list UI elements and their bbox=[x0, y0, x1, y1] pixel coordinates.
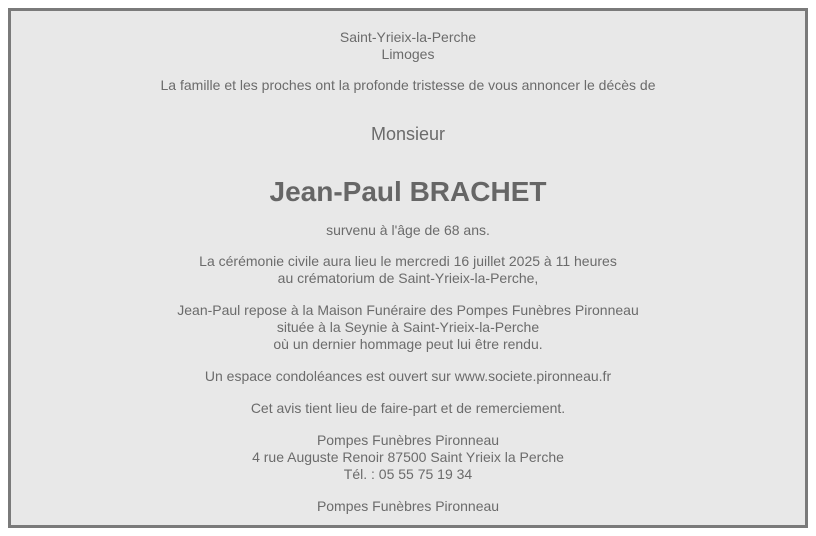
signature-block bbox=[11, 498, 805, 515]
signature-text: Pompes Funèbres Pironneau bbox=[316, 498, 500, 514]
ceremony-block bbox=[11, 253, 805, 287]
notice-text: Cet avis tient lieu de faire-part et de remerciement. bbox=[250, 400, 566, 416]
deceased-name: Jean-Paul BRACHET bbox=[269, 176, 547, 207]
condolences-block bbox=[11, 368, 805, 385]
obituary-card bbox=[8, 8, 808, 528]
intro-text bbox=[11, 77, 805, 94]
intro-line: La famille et les proches ont la profonde tristesse de vous annoncer le décès de bbox=[160, 77, 656, 93]
funeral-home-block bbox=[11, 432, 805, 483]
age-text bbox=[11, 222, 805, 239]
age-line: survenu à l'âge de 68 ans. bbox=[326, 222, 490, 238]
ceremony-line-1: La cérémonie civile aura lieu le mercredi 16 juillet 2025 à 11 heures bbox=[199, 253, 617, 269]
ceremony-line-2: au crématorium de Saint-Yrieix-la-Perche, bbox=[277, 270, 539, 286]
rest-line-3: où un dernier hommage peut lui être rendu. bbox=[273, 336, 543, 352]
city-text: Limoges bbox=[381, 46, 435, 62]
condolences-text: Un espace condoléances est ouvert sur www.societe.pironneau.fr bbox=[204, 368, 612, 384]
funeral-home-phone: Tél. : 05 55 75 19 34 bbox=[343, 466, 473, 482]
town-text: Saint-Yrieix-la-Perche bbox=[339, 29, 477, 45]
location-block bbox=[11, 11, 805, 63]
civility-text: Monsieur bbox=[370, 124, 446, 144]
rest-block bbox=[11, 302, 805, 353]
funeral-home-address: 4 rue Auguste Renoir 87500 Saint Yrieix la Perche bbox=[252, 449, 564, 465]
funeral-home-name: Pompes Funèbres Pironneau bbox=[316, 432, 500, 448]
notice-block bbox=[11, 400, 805, 417]
rest-line-2: située à la Seynie à Saint-Yrieix-la-Perche bbox=[276, 319, 540, 335]
rest-line-1: Jean-Paul repose à la Maison Funéraire des Pompes Funèbres Pironneau bbox=[177, 302, 639, 318]
